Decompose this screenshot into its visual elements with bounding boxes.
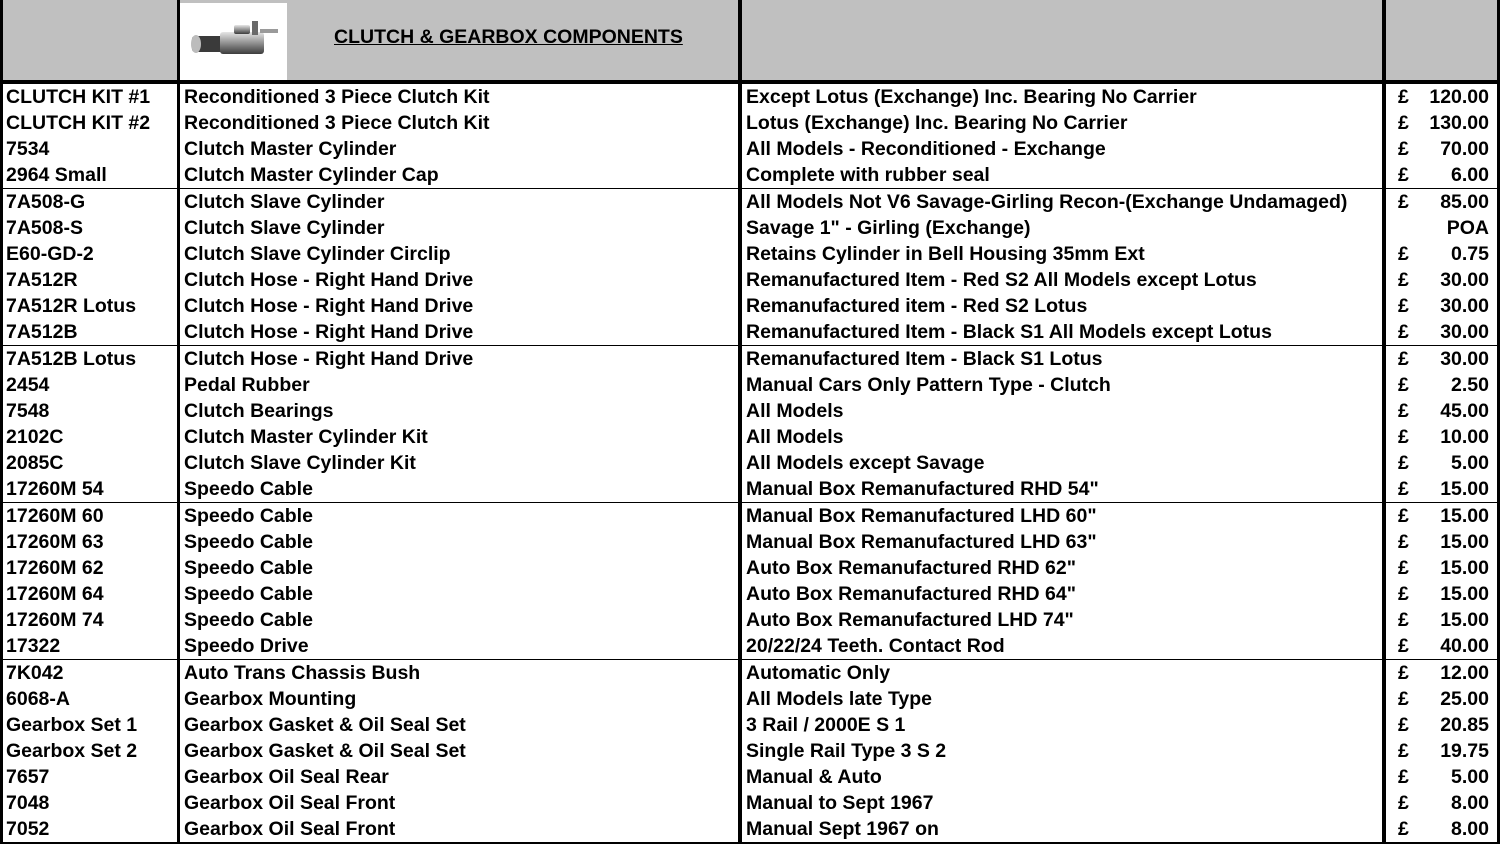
part-code-cell: 17260M 60 <box>3 503 177 529</box>
part-name-cell: Clutch Hose - Right Hand Drive <box>180 319 738 345</box>
part-code-cell: 17260M 74 <box>3 607 177 633</box>
part-code-cell: 2964 Small <box>3 162 177 188</box>
currency-symbol: £ <box>1398 86 1409 108</box>
price-amount: 70.00 <box>1440 138 1489 160</box>
part-code-cell: 7534 <box>3 136 177 162</box>
currency-symbol: £ <box>1398 557 1409 579</box>
currency-symbol: £ <box>1398 400 1409 422</box>
currency-symbol: £ <box>1398 583 1409 605</box>
price-amount: 40.00 <box>1440 635 1489 657</box>
table-row <box>0 319 1500 345</box>
currency-symbol: £ <box>1398 191 1409 213</box>
currency-symbol: £ <box>1398 688 1409 710</box>
part-name-cell: Clutch Hose - Right Hand Drive <box>180 346 738 372</box>
table-row <box>0 712 1500 738</box>
price-amount: 120.00 <box>1429 86 1489 108</box>
price-amount: 10.00 <box>1440 426 1489 448</box>
currency-symbol: £ <box>1398 792 1409 814</box>
part-name-cell: Speedo Cable <box>180 607 738 633</box>
part-name-cell: Clutch Hose - Right Hand Drive <box>180 293 738 319</box>
price-cell <box>1386 398 1497 424</box>
price-amount: 30.00 <box>1440 321 1489 343</box>
price-amount: 15.00 <box>1440 505 1489 527</box>
part-name-cell: Reconditioned 3 Piece Clutch Kit <box>180 84 738 110</box>
price-amount: 15.00 <box>1440 531 1489 553</box>
currency-symbol: £ <box>1398 112 1409 134</box>
part-code-cell: 7548 <box>3 398 177 424</box>
part-name-cell: Speedo Cable <box>180 476 738 502</box>
header-cell-price <box>1386 0 1497 80</box>
header-cell-description <box>742 0 1382 80</box>
part-code-cell: 7657 <box>3 764 177 790</box>
price-amount: 30.00 <box>1440 348 1489 370</box>
currency-symbol: £ <box>1398 295 1409 317</box>
part-name-cell: Clutch Slave Cylinder <box>180 215 738 241</box>
price-amount: 15.00 <box>1440 478 1489 500</box>
price-cell <box>1386 816 1497 842</box>
table-row <box>0 581 1500 607</box>
price-amount: 12.00 <box>1440 662 1489 684</box>
part-description-cell: Retains Cylinder in Bell Housing 35mm Ext <box>742 241 1382 267</box>
price-cell <box>1386 686 1497 712</box>
part-name-cell: Speedo Cable <box>180 503 738 529</box>
price-amount: 15.00 <box>1440 609 1489 631</box>
price-amount: 6.00 <box>1451 164 1489 186</box>
part-description-cell: Manual Box Remanufactured LHD 60" <box>742 503 1382 529</box>
price-cell <box>1386 529 1497 555</box>
price-cell <box>1386 607 1497 633</box>
part-description-cell: Automatic Only <box>742 660 1382 686</box>
price-amount: 15.00 <box>1440 557 1489 579</box>
part-name-cell: Clutch Bearings <box>180 398 738 424</box>
currency-symbol: £ <box>1398 243 1409 265</box>
part-name-cell: Clutch Hose - Right Hand Drive <box>180 267 738 293</box>
price-cell <box>1386 293 1497 319</box>
part-code-cell: 7A508-G <box>3 189 177 215</box>
price-cell <box>1386 189 1497 215</box>
part-name-cell: Clutch Master Cylinder Kit <box>180 424 738 450</box>
part-name-cell: Clutch Slave Cylinder <box>180 189 738 215</box>
price-cell <box>1386 110 1497 136</box>
part-name-cell: Gearbox Oil Seal Front <box>180 790 738 816</box>
part-code-cell: 7052 <box>3 816 177 842</box>
part-description-cell: All Models <box>742 398 1382 424</box>
price-cell <box>1386 450 1497 476</box>
price-cell <box>1386 581 1497 607</box>
currency-symbol: £ <box>1398 138 1409 160</box>
part-description-cell: Except Lotus (Exchange) Inc. Bearing No Carrier <box>742 84 1382 110</box>
part-name-cell: Speedo Cable <box>180 529 738 555</box>
currency-symbol: £ <box>1398 714 1409 736</box>
table-row <box>0 346 1500 372</box>
part-description-cell: Remanufactured item - Red S2 Lotus <box>742 293 1382 319</box>
part-code-cell: Gearbox Set 1 <box>3 712 177 738</box>
part-description-cell: Manual Sept 1967 on <box>742 816 1382 842</box>
part-code-cell: 7A512B <box>3 319 177 345</box>
clutch-cylinder-icon <box>180 3 287 80</box>
price-cell <box>1386 660 1497 686</box>
price-cell <box>1386 162 1497 188</box>
part-code-cell: 17260M 62 <box>3 555 177 581</box>
price-cell <box>1386 424 1497 450</box>
price-cell <box>1386 712 1497 738</box>
part-description-cell: Manual Cars Only Pattern Type - Clutch <box>742 372 1382 398</box>
part-description-cell: Remanufactured Item - Red S2 All Models except Lotus <box>742 267 1382 293</box>
table-row <box>0 241 1500 267</box>
table-row <box>0 476 1500 502</box>
price-cell <box>1386 84 1497 110</box>
part-description-cell: Single Rail Type 3 S 2 <box>742 738 1382 764</box>
table-row <box>0 293 1500 319</box>
part-description-cell: All Models - Reconditioned - Exchange <box>742 136 1382 162</box>
part-description-cell: Auto Box Remanufactured RHD 64" <box>742 581 1382 607</box>
table-row <box>0 660 1500 686</box>
part-code-cell: 17322 <box>3 633 177 659</box>
part-code-cell: 7A508-S <box>3 215 177 241</box>
table-row <box>0 215 1500 241</box>
currency-symbol: £ <box>1398 164 1409 186</box>
header-cell-code <box>3 0 177 80</box>
part-description-cell: Remanufactured Item - Black S1 All Models except Lotus <box>742 319 1382 345</box>
part-name-cell: Gearbox Gasket & Oil Seal Set <box>180 712 738 738</box>
table-row <box>0 84 1500 110</box>
table-row <box>0 110 1500 136</box>
clutch-cylinder-photo <box>180 3 287 80</box>
price-amount: 2.50 <box>1451 374 1489 396</box>
table-row <box>0 738 1500 764</box>
table-row <box>0 816 1500 842</box>
table-row <box>0 162 1500 188</box>
currency-symbol: £ <box>1398 348 1409 370</box>
currency-symbol: £ <box>1398 478 1409 500</box>
table-row <box>0 267 1500 293</box>
table-row <box>0 555 1500 581</box>
part-description-cell: Manual & Auto <box>742 764 1382 790</box>
part-code-cell: Gearbox Set 2 <box>3 738 177 764</box>
part-code-cell: 17260M 54 <box>3 476 177 502</box>
part-name-cell: Reconditioned 3 Piece Clutch Kit <box>180 110 738 136</box>
price-cell <box>1386 476 1497 502</box>
part-name-cell: Speedo Drive <box>180 633 738 659</box>
part-name-cell: Clutch Master Cylinder <box>180 136 738 162</box>
price-amount: 0.75 <box>1451 243 1489 265</box>
price-cell <box>1386 136 1497 162</box>
price-cell <box>1386 267 1497 293</box>
part-name-cell: Auto Trans Chassis Bush <box>180 660 738 686</box>
part-description-cell: All Models late Type <box>742 686 1382 712</box>
part-description-cell: Manual to Sept 1967 <box>742 790 1382 816</box>
price-amount: 30.00 <box>1440 269 1489 291</box>
part-description-cell: 3 Rail / 2000E S 1 <box>742 712 1382 738</box>
price-amount: 15.00 <box>1440 583 1489 605</box>
part-name-cell: Speedo Cable <box>180 555 738 581</box>
currency-symbol: £ <box>1398 662 1409 684</box>
price-amount: 20.85 <box>1440 714 1489 736</box>
part-name-cell: Speedo Cable <box>180 581 738 607</box>
price-amount: 19.75 <box>1440 740 1489 762</box>
table-row <box>0 503 1500 529</box>
part-code-cell: CLUTCH KIT #1 <box>3 84 177 110</box>
part-description-cell: All Models <box>742 424 1382 450</box>
currency-symbol: £ <box>1398 609 1409 631</box>
part-name-cell: Gearbox Gasket & Oil Seal Set <box>180 738 738 764</box>
part-description-cell: 20/22/24 Teeth. Contact Rod <box>742 633 1382 659</box>
table-row <box>0 633 1500 659</box>
part-description-cell: Remanufactured Item - Black S1 Lotus <box>742 346 1382 372</box>
table-row <box>0 136 1500 162</box>
part-description-cell: All Models except Savage <box>742 450 1382 476</box>
currency-symbol: £ <box>1398 505 1409 527</box>
part-description-cell: Manual Box Remanufactured LHD 63" <box>742 529 1382 555</box>
page-title: CLUTCH & GEARBOX COMPONENTS <box>334 26 683 48</box>
price-amount: 85.00 <box>1440 191 1489 213</box>
part-name-cell: Gearbox Oil Seal Rear <box>180 764 738 790</box>
currency-symbol: £ <box>1398 321 1409 343</box>
price-cell <box>1386 503 1497 529</box>
price-cell <box>1386 633 1497 659</box>
currency-symbol: £ <box>1398 426 1409 448</box>
part-code-cell: 7K042 <box>3 660 177 686</box>
currency-symbol: £ <box>1398 635 1409 657</box>
part-description-cell: Savage 1" - Girling (Exchange) <box>742 215 1382 241</box>
part-code-cell: 6068-A <box>3 686 177 712</box>
part-code-cell: 2454 <box>3 372 177 398</box>
price-cell <box>1386 738 1497 764</box>
part-code-cell: 17260M 64 <box>3 581 177 607</box>
currency-symbol: £ <box>1398 531 1409 553</box>
table-row <box>0 686 1500 712</box>
price-amount: 25.00 <box>1440 688 1489 710</box>
part-code-cell: CLUTCH KIT #2 <box>3 110 177 136</box>
currency-symbol: £ <box>1398 740 1409 762</box>
table-row <box>0 607 1500 633</box>
part-description-cell: Lotus (Exchange) Inc. Bearing No Carrier <box>742 110 1382 136</box>
price-cell <box>1386 346 1497 372</box>
currency-symbol: £ <box>1398 818 1409 840</box>
part-description-cell: Complete with rubber seal <box>742 162 1382 188</box>
part-description-cell: Auto Box Remanufactured RHD 62" <box>742 555 1382 581</box>
price-amount: 8.00 <box>1451 792 1489 814</box>
part-name-cell: Clutch Slave Cylinder Circlip <box>180 241 738 267</box>
part-name-cell: Clutch Slave Cylinder Kit <box>180 450 738 476</box>
part-code-cell: 17260M 63 <box>3 529 177 555</box>
price-amount: POA <box>1446 217 1489 239</box>
currency-symbol: £ <box>1398 766 1409 788</box>
part-code-cell: 2102C <box>3 424 177 450</box>
table-row <box>0 189 1500 215</box>
part-code-cell: 7A512R Lotus <box>3 293 177 319</box>
part-name-cell: Gearbox Mounting <box>180 686 738 712</box>
part-name-cell: Gearbox Oil Seal Front <box>180 816 738 842</box>
part-name-cell: Pedal Rubber <box>180 372 738 398</box>
part-name-cell: Clutch Master Cylinder Cap <box>180 162 738 188</box>
table-row <box>0 790 1500 816</box>
price-amount: 5.00 <box>1451 452 1489 474</box>
price-amount: 5.00 <box>1451 766 1489 788</box>
price-cell <box>1386 790 1497 816</box>
table-row <box>0 764 1500 790</box>
currency-symbol: £ <box>1398 269 1409 291</box>
price-cell <box>1386 764 1497 790</box>
part-code-cell: 7A512R <box>3 267 177 293</box>
price-amount: 45.00 <box>1440 400 1489 422</box>
table-row <box>0 450 1500 476</box>
part-description-cell: Auto Box Remanufactured LHD 74" <box>742 607 1382 633</box>
table-row <box>0 424 1500 450</box>
price-amount: 30.00 <box>1440 295 1489 317</box>
price-cell <box>1386 241 1497 267</box>
part-code-cell: 2085C <box>3 450 177 476</box>
price-amount: 130.00 <box>1429 112 1489 134</box>
price-cell <box>1386 319 1497 345</box>
price-amount: 8.00 <box>1451 818 1489 840</box>
price-cell <box>1386 555 1497 581</box>
table-row <box>0 398 1500 424</box>
price-cell <box>1386 215 1497 241</box>
currency-symbol: £ <box>1398 452 1409 474</box>
price-cell <box>1386 372 1497 398</box>
part-code-cell: 7A512B Lotus <box>3 346 177 372</box>
currency-symbol: £ <box>1398 374 1409 396</box>
table-row <box>0 372 1500 398</box>
part-description-cell: Manual Box Remanufactured RHD 54" <box>742 476 1382 502</box>
part-code-cell: E60-GD-2 <box>3 241 177 267</box>
part-code-cell: 7048 <box>3 790 177 816</box>
table-row <box>0 529 1500 555</box>
part-description-cell: All Models Not V6 Savage-Girling Recon-(Exchange Undamaged) <box>742 189 1382 215</box>
